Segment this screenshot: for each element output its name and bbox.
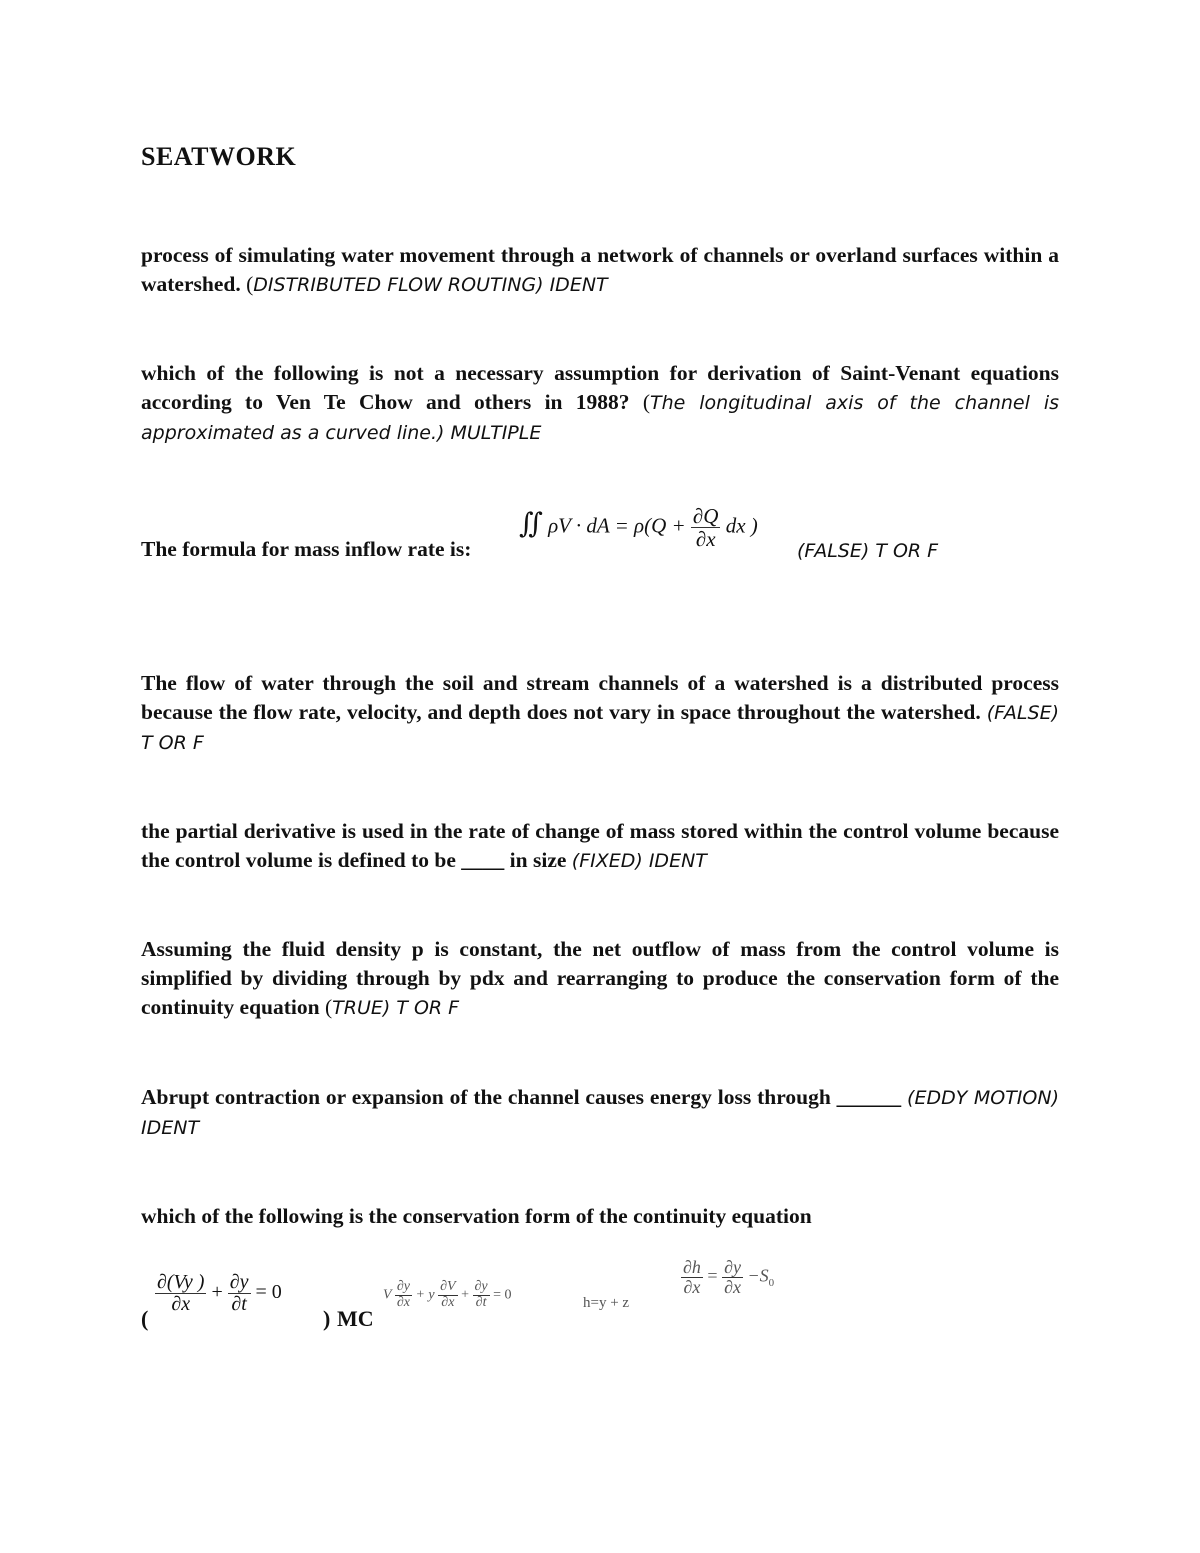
- answer-text: (FALSE) T OR F: [141, 702, 1059, 754]
- question-text: which of the following is not a necessary assumption for derivation of Saint-Venant equations according to Ven Te Chow and others in 1988?: [141, 361, 1059, 414]
- answer-text: (FIXED) IDENT: [571, 850, 707, 872]
- minus-s: −S: [747, 1265, 769, 1286]
- plus-sign: +: [211, 1281, 223, 1304]
- question-1: [141, 241, 1059, 300]
- fraction-numerator: ∂y: [474, 1279, 488, 1294]
- fraction-denominator: ∂x: [396, 1294, 410, 1310]
- question-text: The formula for mass inflow rate is:: [141, 537, 472, 561]
- question-text: The flow of water through the soil and stream channels of a watershed is a distributed process because the flow rate, velocity, and depth does not vary in space throughout the watershed.: [141, 671, 1059, 724]
- formula-lhs: ρV · dA = ρ(Q +: [548, 513, 686, 538]
- question-text: which of the following is the conservation form of the continuity equation: [141, 1204, 812, 1228]
- fraction-numerator: ∂Q: [692, 504, 719, 528]
- option-c-equation: h=y + z: [583, 1295, 630, 1311]
- question-6: [141, 935, 1059, 1023]
- equals-zero: = 0: [255, 1281, 282, 1304]
- answer-text: (EDDY MOTION) IDENT: [141, 1087, 1059, 1139]
- answer-open-paren: (: [642, 390, 650, 414]
- question-2: [141, 359, 1059, 448]
- fraction-denominator: ∂x: [695, 527, 716, 552]
- answer-text: TRUE) T OR F: [332, 997, 460, 1019]
- option-b-fraction-2: [438, 1280, 457, 1310]
- fraction-denominator: ∂x: [171, 1293, 191, 1315]
- option-a-equation: [155, 1272, 282, 1315]
- fraction-numerator: ∂y: [396, 1279, 410, 1294]
- question-4: [141, 669, 1059, 758]
- fraction-numerator: ∂y: [229, 1271, 249, 1293]
- fraction-denominator: ∂t: [475, 1294, 487, 1310]
- answer-text: DISTRIBUTED FLOW ROUTING) IDENT: [253, 274, 608, 296]
- option-d-equation: [681, 1258, 774, 1297]
- formula-fraction: [691, 505, 721, 550]
- plus-y: + y: [415, 1287, 435, 1303]
- option-d-fraction-1: [681, 1258, 703, 1297]
- mass-inflow-formula: [519, 505, 758, 550]
- question-8: [141, 1202, 1059, 1231]
- fraction-denominator: ∂x: [683, 1276, 701, 1297]
- answer-text: The longitudinal axis of the channel is approximated as a curved line.) MULTIPLE: [141, 392, 1059, 444]
- option-a-fraction-1: [155, 1272, 206, 1315]
- fraction-denominator: ∂x: [441, 1294, 455, 1310]
- equals-zero: = 0: [493, 1287, 512, 1303]
- variable-v: V: [383, 1287, 392, 1303]
- fraction-numerator: ∂y: [724, 1257, 741, 1277]
- mc-label: MC: [337, 1306, 374, 1331]
- plus-sign: +: [461, 1287, 470, 1303]
- question-text: Abrupt contraction or expansion of the channel causes energy loss through ______: [141, 1085, 908, 1109]
- page-title: SEATWORK: [141, 142, 297, 171]
- answer-open-paren: (: [246, 272, 254, 296]
- option-close-paren: ): [323, 1306, 331, 1331]
- double-integral-symbol: ∬: [519, 508, 543, 540]
- subscript-zero: 0: [768, 1277, 775, 1290]
- question-7: [141, 1083, 1059, 1143]
- equals-sign: =: [707, 1265, 718, 1286]
- question-text: the partial derivative is used in the rate of change of mass stored within the control volume because the control volume is defined to be ____ in size: [141, 819, 1059, 872]
- option-b-fraction-1: [395, 1280, 412, 1310]
- option-b-fraction-3: [473, 1280, 490, 1310]
- fraction-numerator: ∂(Vy ): [157, 1271, 205, 1293]
- question-text: process of simulating water movement through a network of channels or overland surfaces within a watershed.: [141, 243, 1059, 296]
- fraction-denominator: ∂x: [724, 1276, 741, 1297]
- formula-rhs: dx ): [725, 513, 758, 538]
- fraction-numerator: ∂V: [440, 1279, 456, 1294]
- question-text: Assuming the fluid density p is constant, the net outflow of mass from the control volume is simplified by dividing through by pdx and rearranging to produce the conservation form of the continuity equation: [141, 937, 1059, 1019]
- answer-options: [141, 1258, 821, 1338]
- option-open-paren: (: [141, 1306, 149, 1331]
- option-a-fraction-2: [228, 1272, 251, 1315]
- answer-text: (FALSE) T OR F: [797, 540, 939, 562]
- fraction-numerator: ∂h: [683, 1257, 701, 1277]
- question-5: [141, 817, 1059, 876]
- option-b-equation: [383, 1280, 512, 1310]
- fraction-denominator: ∂t: [231, 1293, 247, 1315]
- answer-open-paren: (: [324, 995, 333, 1019]
- question-3: [141, 505, 1059, 565]
- option-d-fraction-2: [722, 1258, 743, 1297]
